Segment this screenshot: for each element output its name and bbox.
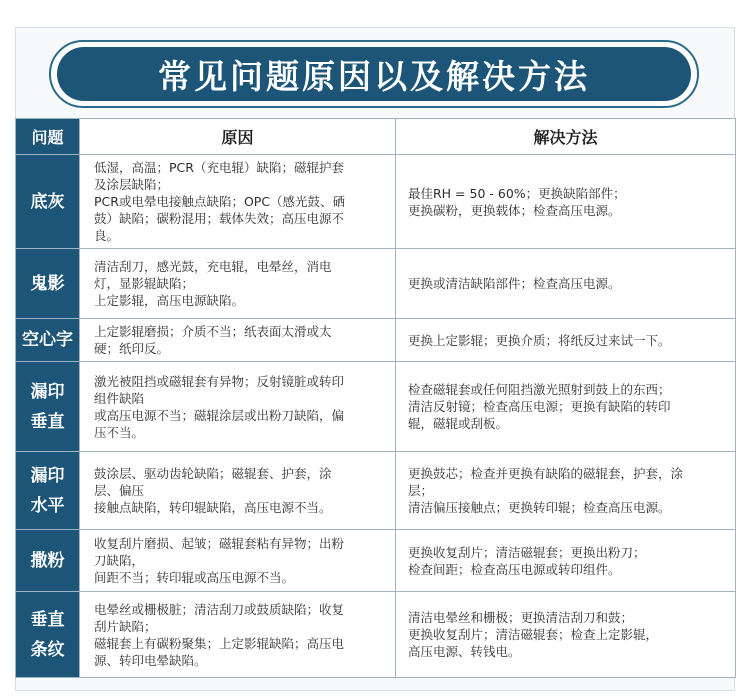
cause-text-line: 压不当。 <box>94 424 145 440</box>
solution-text-line: 清洁偏压接触点；更换转印辊；检查高压电源。 <box>408 500 671 515</box>
problem-text-line: 垂直 <box>30 609 65 630</box>
cause-text-line: 激光被阻挡或磁辊套有异物；反射镜脏或转印 <box>94 373 345 389</box>
solution-cell <box>396 530 736 592</box>
problem-cell <box>16 155 80 249</box>
solution-text-line: 检查间距；检查高压电源或转印组件。 <box>408 561 621 577</box>
cause-cell <box>80 452 396 530</box>
table-row <box>16 592 736 678</box>
cause-text-line: 良。 <box>94 228 120 243</box>
cause-text-line: 组件缺陷 <box>94 390 145 406</box>
solution-text-line: 更换鼓芯；检查并更换有缺陷的磁辊套，护套，涂 <box>408 466 684 481</box>
cause-text-line: 刀缺陷， <box>94 553 145 568</box>
problem-text-line: 底灰 <box>30 191 65 212</box>
problem-cell <box>16 592 80 678</box>
title-banner-inner <box>57 47 691 101</box>
cause-text-line: 收复刮片磨损、起皱；磁辊套粘有异物；出粉 <box>94 536 345 551</box>
table-row <box>16 249 736 319</box>
cause-text-line: PCR或电晕电接触点缺陷；OPC（感光鼓、硒 <box>94 194 346 209</box>
cause-text-line: 源、转印电晕缺陷。 <box>94 652 207 668</box>
header-cause: 原因 <box>80 119 396 155</box>
problem-text-line: 撒粉 <box>30 550 65 571</box>
solution-text-line: 更换或清洁缺陷部件；检查高压电源。 <box>408 276 621 291</box>
cause-cell <box>80 155 396 249</box>
solution-text-line: 层； <box>408 483 434 498</box>
cause-cell <box>80 530 396 592</box>
cause-text-line: 刮片缺陷； <box>94 618 157 634</box>
problem-text-line: 空心字 <box>22 330 73 350</box>
cause-text-line: 鼓涂层、驱动齿轮缺陷；磁辊套、护套，涂 <box>94 466 332 481</box>
cause-cell <box>80 249 396 319</box>
solution-cell <box>396 319 736 362</box>
cause-text-line: 层、偏压 <box>94 483 145 498</box>
problem-cell <box>16 319 80 362</box>
problem-text-line: 鬼影 <box>30 273 65 294</box>
problem-text-line: 垂直 <box>30 411 65 432</box>
cause-text-line: 接触点缺陷，转印辊缺陷，高压电源不当。 <box>94 500 332 515</box>
solution-text-line: 更换碳粉，更换载体；检查高压电源。 <box>408 202 621 218</box>
cause-text-line: 低湿，高温；PCR（充电辊）缺陷；磁辊护套 <box>94 160 344 175</box>
solution-text-line: 更换收复刮片；清洁磁辊套；更换出粉刀； <box>408 544 646 560</box>
solution-text-line: 清洁电晕丝和栅极；更换清洁刮刀和鼓； <box>408 610 634 625</box>
problem-cell <box>16 452 80 530</box>
problem-cell <box>16 530 80 592</box>
problem-cell <box>16 362 80 452</box>
solution-text-line: 检查磁辊套或任何阻挡激光照射到鼓上的东西； <box>408 382 671 397</box>
solution-text-line: 清洁反射镜；检查高压电源；更换有缺陷的转印 <box>408 399 671 414</box>
solution-text-line: 最佳RH = 50 - 60%；更换缺陷部件； <box>408 185 626 201</box>
problem-text-line: 条纹 <box>30 639 65 660</box>
table-header-row <box>16 119 736 155</box>
solution-text-line: 更换上定影辊；更换介质；将纸反过来试一下。 <box>408 332 671 348</box>
table-row <box>16 155 736 249</box>
title-banner <box>49 40 699 108</box>
problem-text-line: 水平 <box>30 495 65 516</box>
cause-text-line: 清洁刮刀，感光鼓，充电辊，电晕丝，消电 <box>94 259 332 274</box>
table-row <box>16 452 736 530</box>
cause-cell <box>80 319 396 362</box>
table-row <box>16 319 736 362</box>
table-body <box>16 155 736 678</box>
cause-text-line: 电晕丝或栅极脏；清洁刮刀或鼓质缺陷；收复 <box>94 601 345 617</box>
cause-text-line: 鼓）缺陷；碳粉混用；载体失效；高压电源不 <box>94 211 345 226</box>
solution-cell <box>396 452 736 530</box>
solution-cell <box>396 155 736 249</box>
cause-cell <box>80 362 396 452</box>
solution-text-line: 辊，磁辊或刮板。 <box>408 416 509 431</box>
cause-cell <box>80 592 396 678</box>
header-problem: 问题 <box>16 119 80 155</box>
cause-text-line: 及涂层缺陷； <box>94 177 170 192</box>
cause-text-line: 磁辊套上有碳粉聚集；上定影辊缺陷；高压电 <box>94 635 345 651</box>
header-solution: 解决方法 <box>396 119 736 155</box>
cause-text-line: 硬；纸印反。 <box>94 341 170 356</box>
cause-text-line: 灯，显影辊缺陷； <box>94 276 195 291</box>
solution-text-line: 高压电源、转钱电。 <box>408 644 521 659</box>
solution-cell <box>396 592 736 678</box>
table-row <box>16 362 736 452</box>
cause-text-line: 上定影辊磨损；介质不当；纸表面太滑或太 <box>94 324 332 339</box>
solution-cell <box>396 362 736 452</box>
problem-cell <box>16 249 80 319</box>
problem-text-line: 漏印 <box>30 465 65 486</box>
solution-text-line: 更换收复刮片；清洁磁辊套；检查上定影辊， <box>408 627 659 642</box>
cause-text-line: 或高压电源不当；磁辊涂层或出粉刀缺陷，偏 <box>94 407 345 423</box>
cause-text-line: 上定影辊，高压电源缺陷。 <box>94 293 245 308</box>
cause-text-line: 间距不当；转印辊或高压电源不当。 <box>94 570 295 585</box>
table-row <box>16 530 736 592</box>
solution-cell <box>396 249 736 319</box>
troubleshooting-table <box>15 118 736 678</box>
page-title: 常见问题原因以及解决方法 <box>158 56 590 96</box>
problem-text-line: 漏印 <box>30 381 65 402</box>
